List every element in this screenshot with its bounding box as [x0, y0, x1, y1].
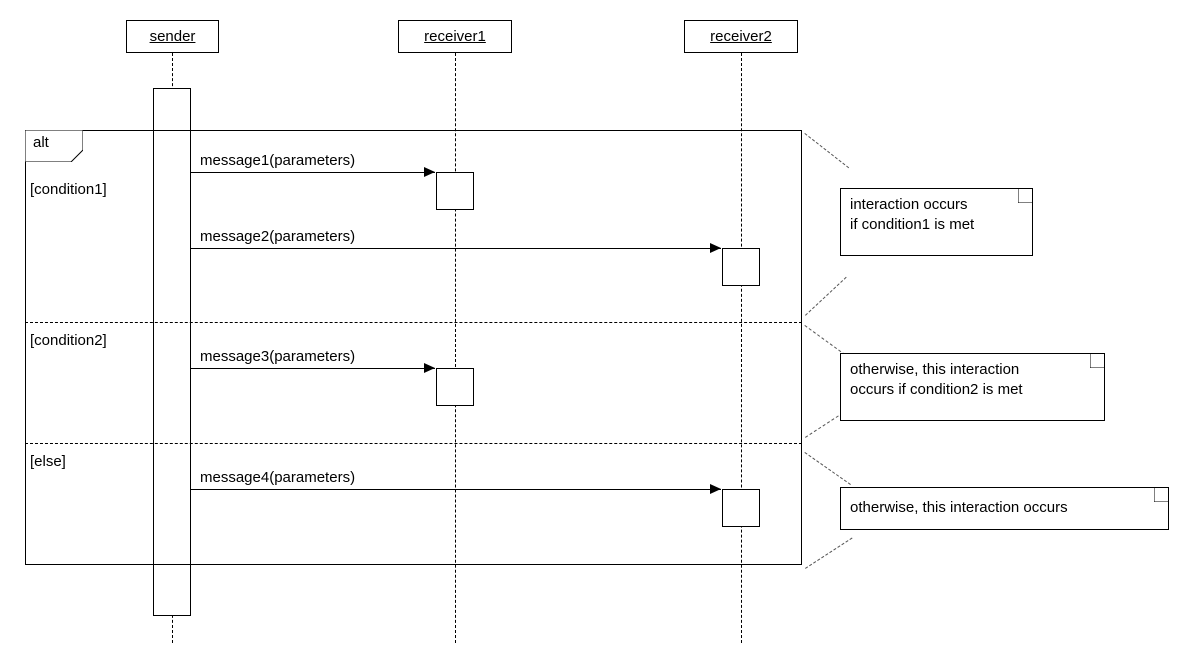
guard-condition2: [condition2] [30, 332, 107, 349]
message-line-3 [191, 368, 435, 369]
guard-else: [else] [30, 453, 66, 470]
message-label-3: message3(parameters) [200, 348, 356, 365]
message-line-2 [191, 248, 721, 249]
message-label-1: message1(parameters) [200, 152, 356, 169]
activation-receiver1-msg1 [436, 172, 474, 210]
note-leader-1b [805, 277, 847, 316]
lifeline-name-receiver2: receiver2 [710, 28, 772, 45]
message-arrowhead-2 [710, 243, 721, 253]
combined-fragment-alt [25, 130, 802, 565]
note-line: otherwise, this interaction [850, 361, 1020, 378]
activation-receiver2-msg2 [722, 248, 760, 286]
lifeline-name-sender: sender [149, 28, 196, 45]
lifeline-name-receiver1: receiver1 [424, 28, 486, 45]
lifeline-head-receiver1 [398, 20, 512, 53]
note-line: interaction occurs [850, 196, 968, 213]
lifeline-head-sender [126, 20, 219, 53]
message-label-2: message2(parameters) [200, 228, 356, 245]
message-line-1 [191, 172, 435, 173]
note-else [840, 487, 1169, 530]
message-label-4: message4(parameters) [200, 469, 356, 486]
note-leader-2a [804, 325, 845, 355]
fragment-operator-label: alt [33, 134, 49, 151]
message-arrowhead-3 [424, 363, 435, 373]
note-leader-1a [804, 133, 849, 168]
note-fold-icon [1018, 189, 1032, 203]
guard-condition1: [condition1] [30, 181, 107, 198]
message-arrowhead-4 [710, 484, 721, 494]
note-leader-3a [804, 452, 850, 485]
operand-divider-1 [25, 322, 802, 323]
activation-receiver1-msg3 [436, 368, 474, 406]
note-condition1 [840, 188, 1033, 256]
activation-receiver2-msg4 [722, 489, 760, 527]
note-line: if condition1 is met [850, 216, 975, 234]
message-line-4 [191, 489, 721, 490]
note-line: occurs if condition2 is met [850, 381, 1023, 399]
note-condition2 [840, 353, 1105, 421]
operand-divider-2 [25, 443, 802, 444]
lifeline-head-receiver2 [684, 20, 798, 53]
note-leader-3b [805, 538, 853, 569]
note-line: otherwise, this interaction occurs [850, 499, 1068, 517]
note-fold-icon [1154, 488, 1168, 502]
message-arrowhead-1 [424, 167, 435, 177]
note-fold-icon [1090, 354, 1104, 368]
